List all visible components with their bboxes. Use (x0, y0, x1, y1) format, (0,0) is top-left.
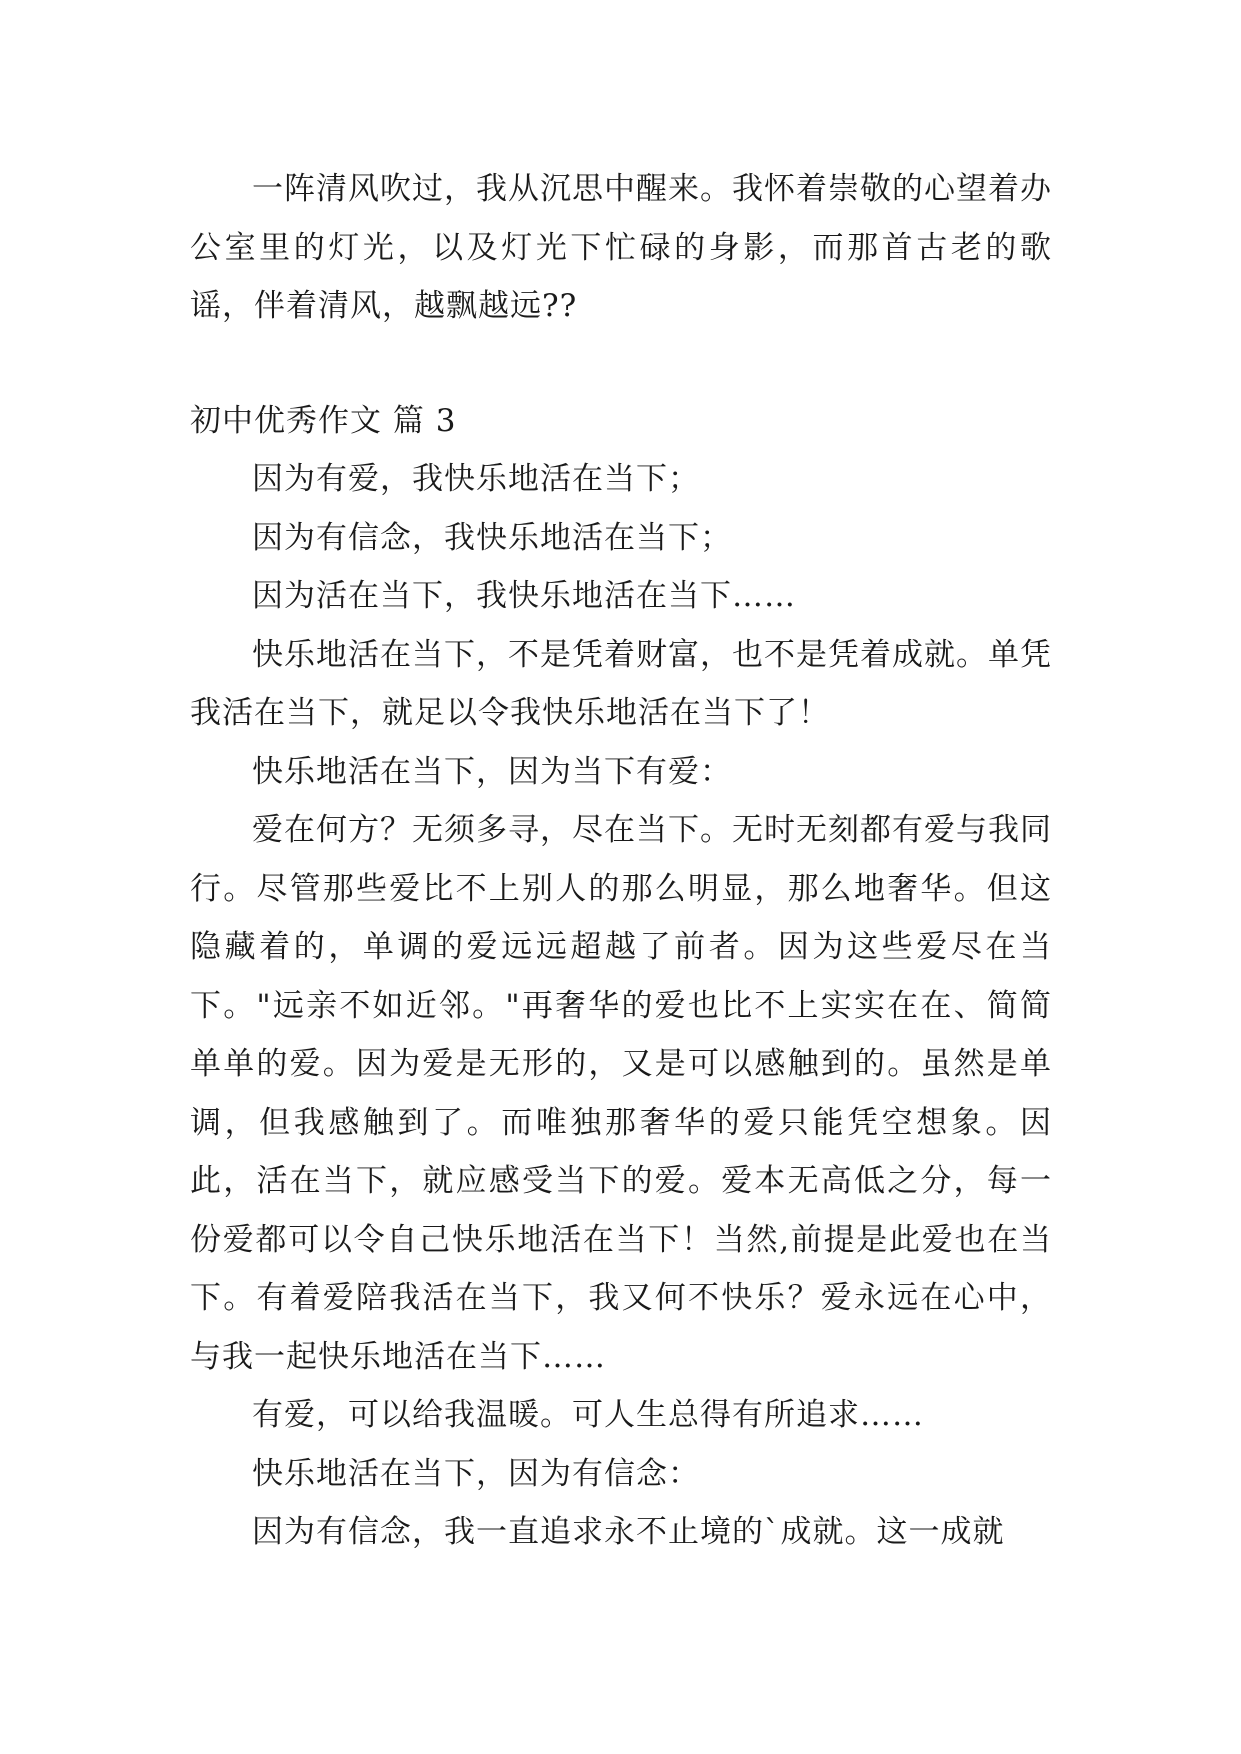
paragraph-9: 因为有信念，我一直追求永不止境的`成就。这一成就 (252, 1514, 1005, 1550)
paragraph-3: 因为活在当下，我快乐地活在当下…… (252, 578, 796, 614)
paragraph-gap (190, 336, 1052, 392)
section-title: 初中优秀作文 篇 3 (190, 402, 457, 439)
paragraph-4: 快乐地活在当下，不是凭着财富，也不是凭着成就。单凭我活在当下，就足以令我快乐地活在当下了！ (190, 636, 1052, 731)
intro-paragraph: 一阵清风吹过，我从沉思中醒来。我怀着崇敬的心望着办公室里的灯光，以及灯光下忙碌的身影，而那首古老的歌谣，伴着清风，越飘越远?? (190, 171, 1052, 324)
paragraph-1: 因为有爱，我快乐地活在当下； (252, 461, 700, 497)
paragraph-7: 有爱，可以给我温暖。可人生总得有所追求…… (252, 1397, 924, 1433)
paragraph-8: 快乐地活在当下，因为有信念： (252, 1455, 700, 1492)
paragraph-2: 因为有信念，我快乐地活在当下； (252, 519, 732, 556)
paragraph-5: 快乐地活在当下，因为当下有爱： (252, 753, 732, 790)
paragraph-6: 爱在何方？无须多寻，尽在当下。无时无刻都有爱与我同行。尽管那些爱比不上别人的那么明显，那么地奢华。但这隐藏着的，单调的爱远远超越了前者。因为这些爱尽在当下。"远亲不如近邻。"再奢华的爱也比不上实实在在、简简单单的爱。因为爱是无形的，又是可以感触到的。虽然是单调，但我感触到了。而唯独那奢华的爱只能凭空想象。因此，活在当下，就应感受当下的爱。爱本无高低之分，每一份爱都可以令自己快乐地活在当下！当然,前提是此爱也在当下。有着爱陪我活在当下，我又何不快乐？爱永远在心中，与我一起快乐地活在当下…… (190, 812, 1052, 1375)
document-page (190, 160, 1052, 1562)
